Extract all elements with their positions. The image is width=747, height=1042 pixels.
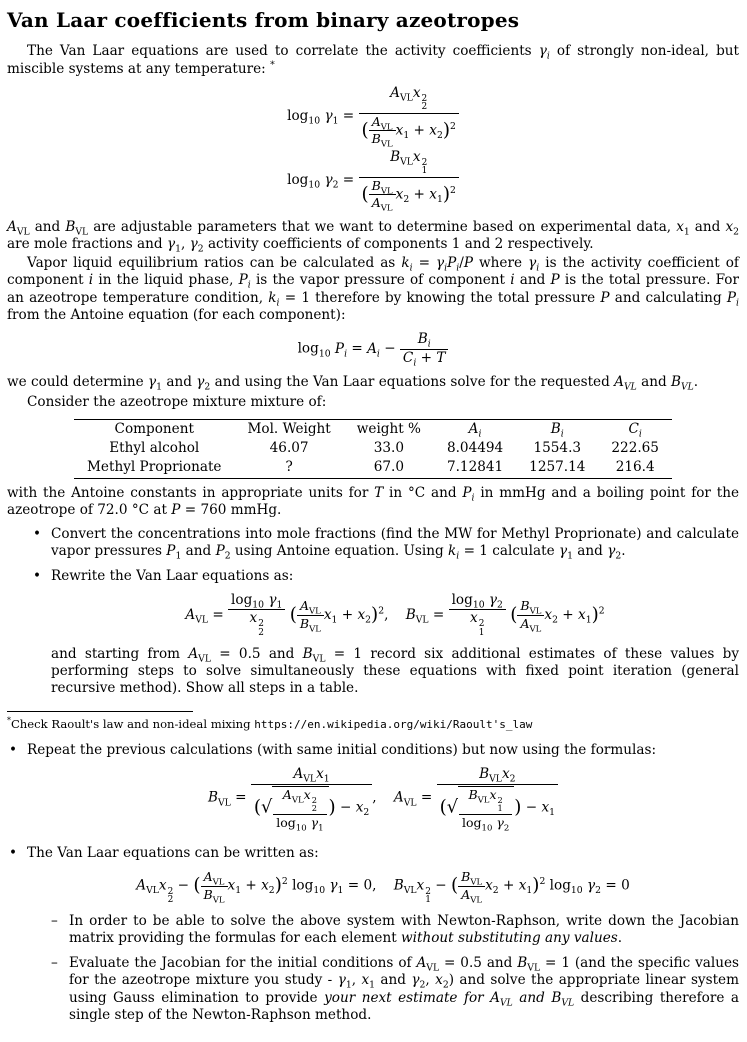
footnote-text: *Check Raoult's law and non-ideal mixing xyxy=(7,716,255,732)
table-header-component: Component xyxy=(114,420,194,437)
bullet-rewrite-intro: Rewrite the Van Laar equations as: xyxy=(51,567,294,584)
cell-mol-weight: 46.07 xyxy=(269,440,309,457)
cell-component: Ethyl alcohol xyxy=(109,440,200,457)
equation-antoine: $\log_{10} P_i = A_i$ − $\frac{B_i}{C_i + T}$ xyxy=(7,332,739,366)
sub-bullet-jacobian xyxy=(51,913,739,948)
intro-paragraph: The Van Laar equations are used to correlate the activity coefficients $\gamma_i$ of strongly non-ideal, but miscible systems at any temperature: * xyxy=(7,43,739,77)
table-row-methyl-proprionate xyxy=(74,458,672,478)
cell-weight-pct: 67.0 xyxy=(373,459,404,476)
table-header-row xyxy=(74,419,672,439)
footnote xyxy=(7,717,739,732)
sub-bullet-evaluate xyxy=(51,955,739,1024)
equation-van-laar xyxy=(7,84,739,214)
cell-c: 222.65 xyxy=(611,440,659,457)
dash-icon: – xyxy=(51,955,58,972)
cell-mol-weight: ? xyxy=(285,459,293,476)
bullet-icon: • xyxy=(33,526,42,543)
footnote-link[interactable]: https://en.wikipedia.org/wiki/Raoult's_law xyxy=(254,718,533,732)
cell-b: 1257.14 xyxy=(529,459,586,476)
table-header-mol-weight: Mol. Weight xyxy=(247,420,331,437)
bullet-rewrite-content xyxy=(51,568,739,698)
bullet-repeat-intro: Repeat the previous calculations (with same initial conditions) but now using the formulas: xyxy=(27,742,657,759)
bullet-rewrite-continuation: and starting from $A_{VL} = 0.5$ and $B_{VL} = 1$ record six additional estimates of these values by performing steps to solve simultaneously these equations with fixed point iteration (general recursive method). Show all steps in a table. xyxy=(51,645,740,697)
bullet-convert-text: Convert the concentrations into mole fractions (find the MW for Methyl Proprionate) and calculate vapor pressures $P_1$ and $P_2$ using Antoine equation. Using $k_i = 1$ calculate $\gamma_1$ and $\gamma_2$. xyxy=(51,526,739,563)
dash-icon: – xyxy=(51,912,58,929)
table-row-ethyl-alcohol xyxy=(74,439,672,458)
parameters-paragraph: $A_{VL}$ and $B_{VL}$ are adjustable parameters that we want to determine based on experimental data, $x_1$ and $x_2$ are mole fractions and $\gamma_1$, $\gamma_2$ activity coefficients of components 1 and 2 respectively. xyxy=(7,218,739,255)
bullet-convert xyxy=(33,526,739,561)
consider-paragraph: Consider the azeotrope mixture mixture of: xyxy=(27,393,327,410)
azeotrope-table xyxy=(74,419,672,479)
antoine-units-paragraph: with the Antoine constants in appropriate units for T in °C and $P_i$ in mmHg and a boiling point for the azeotrope of 72.0 °C at P = 760 mmHg. xyxy=(7,484,739,518)
bullet-written-as xyxy=(9,845,739,1031)
bullet-rewrite xyxy=(33,568,739,698)
bullet-icon: • xyxy=(9,742,18,759)
equation-van-laar-gamma1: $\log_{10} \gamma_1$ = $A_{VL}x$ 2 2 ( $\frac{A_{VL}}{B_{VL}}$ $x_1 + x_2)^2$ xyxy=(7,86,739,147)
cell-a: 8.04494 xyxy=(446,440,504,457)
bullet-written-as-intro: The Van Laar equations can be written as: xyxy=(27,844,319,861)
bullet-icon: • xyxy=(9,844,18,861)
table-header-weight-pct: weight % xyxy=(356,420,421,437)
equation-system: $A_{VL}x$ 2 2 − ( $\frac{A_{VL}}{B_{VL}}$ $x_1 + x_2)^2$ $\log_{10} \gamma_1 = 0$, $B_{VL}x$ 2 1 − ( $\frac{B_{VL}}{A_{VL}}$ $x_2 + x_1)^2$ $\log_{10} \gamma_2 = 0$ xyxy=(136,869,630,906)
cell-c: 216.4 xyxy=(615,459,655,476)
table-header-c: $C_i$ xyxy=(628,420,642,440)
cell-component: Methyl Proprionate xyxy=(87,459,222,476)
bullet-written-as-content xyxy=(27,845,739,1031)
bullet-icon: • xyxy=(33,567,42,584)
vle-paragraph: Vapor liquid equilibrium ratios can be calculated as $k_i = \gamma_iP_i/P$ where $\gamma_i$ is the activity coefficient of component i in the liquid phase, $P_i$ is the vapor pressure of component i and P is the total pressure. For an azeotrope temperature condition, $k_i = 1$ therefore by knowing the total pressure P and calculating $P_i$ from the Antoine equation (for each component): xyxy=(7,255,739,323)
determine-paragraph: we could determine $\gamma_1$ and $\gamma_2$ and using the Van Laar equations solve for the requested $A_{VL}$ and $B_{VL}$. xyxy=(7,374,699,394)
cell-a: 7.12841 xyxy=(446,459,504,476)
cell-weight-pct: 33.0 xyxy=(373,440,404,457)
equation-fixed-point: $B_{VL}$ = $A_{VL}x_1$ (√ $A_{VL}x$ 2 2 $\log_{10} \gamma_1$ ) − $x_2$ , $A_{VL}$ = $B_{VL}x_2$ (√ $B_{VL}x$ 2 1 $\log_{10} \gamma_2$ ) − $x_1$ xyxy=(27,767,739,829)
page-title: Van Laar coefficients from binary azeotropes xyxy=(7,8,520,32)
equation-rewrite: $A_{VL}$ = $\log_{10} \gamma_1$ x 2 2 ( $\frac{A_{VL}}{B_{VL}}$ $x_1 + x_2)^2$, $B_{VL}$ = $\log_{10} \gamma_2$ x 2 1 ( $\frac{B_{VL}}{A_{VL}}$ $x_2 + x_1)^2$ xyxy=(185,591,605,638)
table-header-b: $B_i$ xyxy=(550,420,564,440)
sub-bullet-jacobian-text: In order to be able to solve the above system with Newton-Raphson, write down the Jacobian matrix providing the formulas for each element without substituting any values. xyxy=(69,912,739,946)
table-header-a: $A_i$ xyxy=(468,420,482,440)
bullet-repeat-content xyxy=(27,742,739,838)
cell-b: 1554.3 xyxy=(533,440,582,457)
bullet-repeat xyxy=(9,742,739,838)
equation-van-laar-gamma2: $\log_{10} \gamma_2$ = $B_{VL}x$ 2 1 ( $\frac{B_{VL}}{A_{VL}}$ $x_2 + x_1)^2$ xyxy=(7,150,739,211)
footnote-rule xyxy=(7,711,193,712)
sub-bullet-evaluate-text: Evaluate the Jacobian for the initial conditions of $A_{VL} = 0.5$ and $B_{VL} = 1$ (and the specific values for the azeotrope mixture you study - $\gamma_1$, $x_1$ and $\gamma_2$, $x_2$) and solve the appropriate linear system using Gauss elimination to provide your next estimate for $A_{VL}$ and $B_{VL}$ describing therefore a single step of the Newton-Raphson method. xyxy=(69,955,739,1023)
